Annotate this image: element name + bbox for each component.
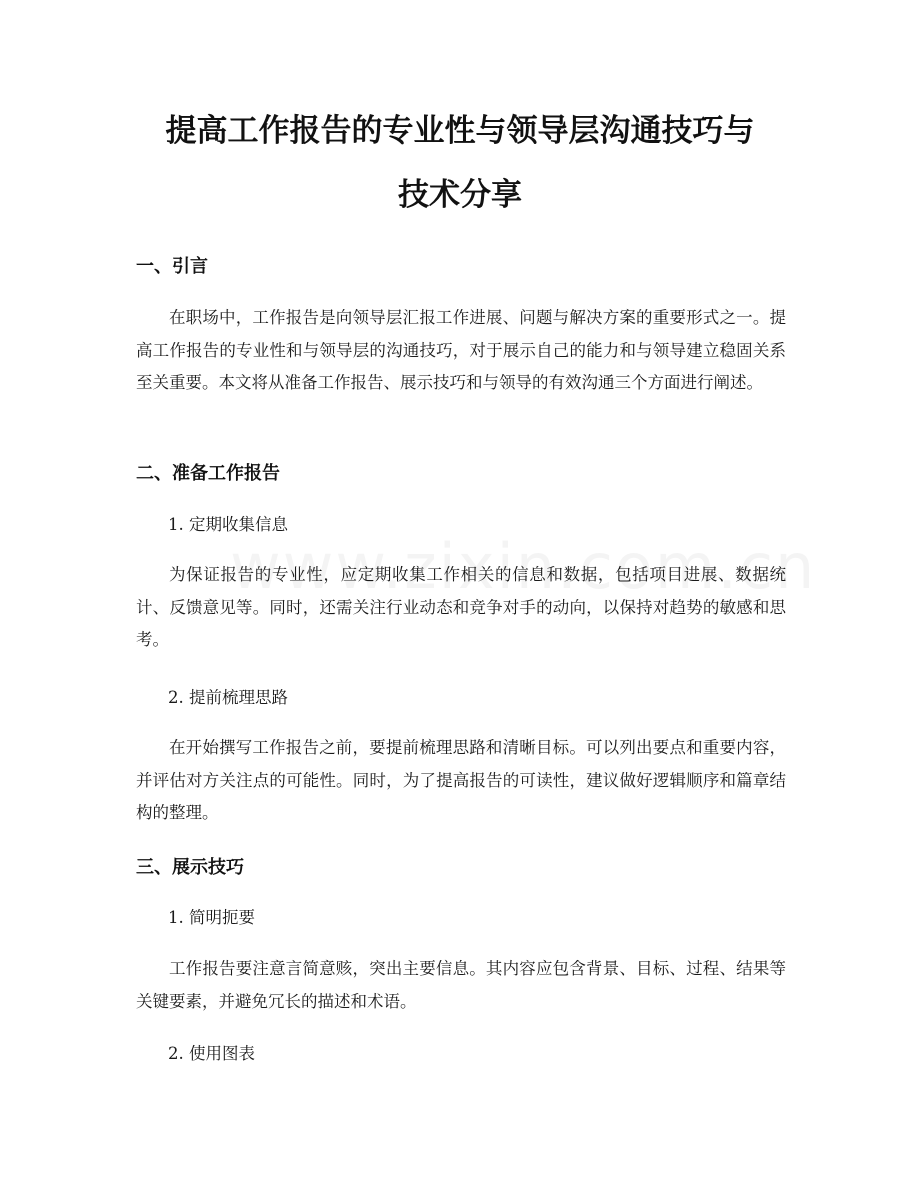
subheading-collect-info: 1. 定期收集信息 [168,515,288,534]
section-heading-prepare-report: 二、准备工作报告 [136,463,280,484]
document-title-line-2: 技术分享 [398,177,522,213]
subheading-use-charts: 2. 使用图表 [168,1044,255,1063]
subheading-organize-thoughts: 2. 提前梳理思路 [168,688,288,707]
paragraph-organize-thoughts: 在开始撰写工作报告之前，要提前梳理思路和清晰目标。可以列出要点和重要内容，并评估对方关注点的可能性。同时，为了提高报告的可读性，建议做好逻辑顺序和篇章结构的整理。 [136,738,786,822]
section-heading-presentation-skills: 三、展示技巧 [136,857,244,878]
document-title-line-1: 提高工作报告的专业性与领导层沟通技巧与 [165,113,755,149]
section-heading-introduction: 一、引言 [136,256,208,277]
paragraph-concise: 工作报告要注意言简意赅，突出主要信息。其内容应包含背景、目标、过程、结果等关键要素，并避免冗长的描述和术语。 [136,959,786,1011]
subheading-concise: 1. 简明扼要 [168,908,255,927]
section-paragraph-introduction: 在职场中，工作报告是向领导层汇报工作进展、问题与解决方案的重要形式之一。提高工作报告的专业性和与领导层的沟通技巧，对于展示自己的能力和与领导建立稳固关系至关重要。本文将从准备工作报告、展示技巧和与领导的有效沟通三个方面进行阐述。 [136,308,786,392]
paragraph-collect-info: 为保证报告的专业性，应定期收集工作相关的信息和数据，包括项目进展、数据统计、反馈意见等。同时，还需关注行业动态和竞争对手的动向，以保持对趋势的敏感和思考。 [136,565,786,649]
